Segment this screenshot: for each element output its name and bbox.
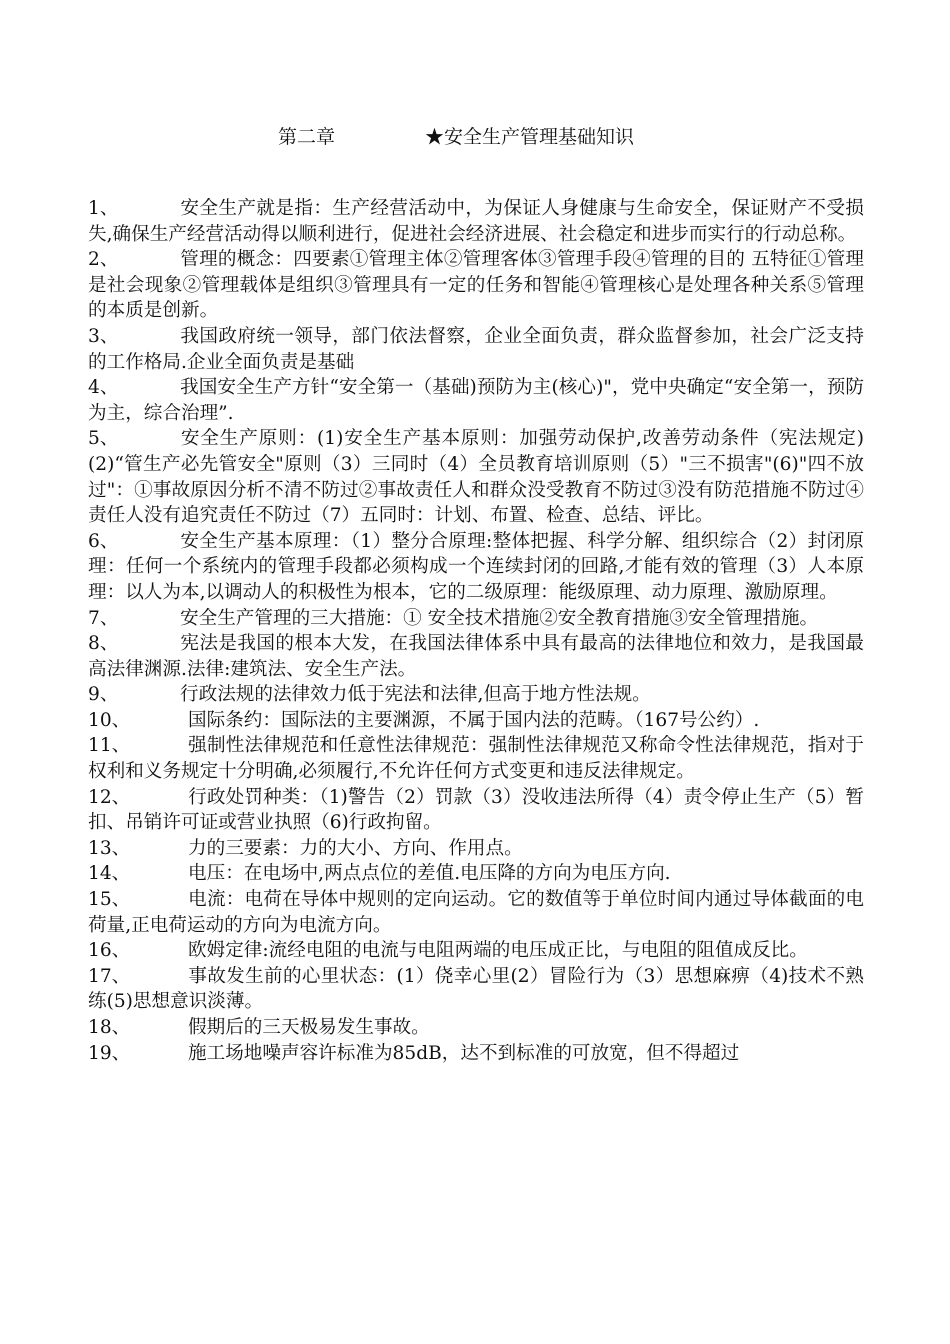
item-text: 管理的概念：四要素①管理主体②管理客体③管理手段④管理的目的 五特征①管理是社会现象②管理载体是组织③管理具有一定的任务和智能④管理核心是处理各种关系⑤管理的本质是创新。 (88, 249, 864, 322)
item-text: 我国政府统一领导，部门依法督察，企业全面负责，群众监督参加，社会广泛支持的工作格局.企业全面负责是基础 (88, 325, 864, 373)
item-text: 宪法是我国的根本大发，在我国法律体系中具有最高的法律地位和效力，是我国最高法律渊源.法律:建筑法、安全生产法。 (88, 633, 864, 680)
list-item (88, 247, 864, 324)
item-number: 6、 (88, 530, 119, 552)
item-text: 安全生产基本原理：（1）整分合原理:整体把握、科学分解、组织综合（2）封闭原理：任何一个系统内的管理手段都必须构成一个连续封闭的回路,才能有效的管理（3）人本原理：以人为本,以调动人的积极性为根本，它的二级原理：能级原理、动力原理、激励原理。 (88, 530, 864, 603)
list-item (88, 606, 864, 632)
item-number: 14、 (88, 863, 131, 885)
item-text: 假期后的三天极易发生事故。 (188, 1017, 430, 1038)
list-item (88, 1041, 864, 1067)
item-number: 7、 (88, 607, 119, 629)
item-text: 我国安全生产方针“安全第一（基础)预防为主(核心)"，党中央确定“安全第一，预防为主，综合治理”. (88, 377, 864, 424)
list-item (88, 682, 864, 708)
list-item (88, 938, 864, 964)
item-text: 安全生产原则：(1)安全生产基本原则：加强劳动保护,改善劳动条件（宪法规定)(2)“管生产必先管安全"原则（3）三同时（4）全员教育培训原则（5）"三不损害"(6)"四不放过"：①事故原因分析不清不防过②事故责任人和群众没受教育不防过③没有防范措施不防过④责任人没有追究责任不防过（7）五同时：计划、布置、检查、总结、评比。 (88, 428, 864, 527)
list-item (88, 426, 864, 528)
list-item (88, 785, 864, 836)
item-text: 力的三要素：力的大小、方向、作用点。 (188, 837, 523, 859)
item-text: 施工场地噪声容许标准为85dB，达不到标准的可放宽，但不得超过 (188, 1042, 740, 1064)
list-item (88, 324, 864, 375)
item-number: 5、 (88, 428, 119, 450)
chapter-heading (0, 122, 950, 152)
item-text: 强制性法律规范和任意性法律规范：强制性法律规范又称命令性法律规范，指对于权利和义务规定十分明确,必须履行,不允许任何方式变更和违反法律规定。 (88, 735, 864, 783)
item-number: 18、 (88, 1017, 131, 1038)
item-number: 12、 (88, 786, 131, 808)
item-number: 2、 (88, 249, 119, 271)
item-text: 事故发生前的心里状态：(1）侥幸心里(2）冒险行为（3）思想麻痹（4)技术不熟练(5)思想意识淡薄。 (88, 965, 864, 1013)
list-item (88, 529, 864, 606)
item-number: 11、 (88, 735, 131, 757)
item-number: 10、 (88, 709, 131, 731)
item-number: 17、 (88, 965, 131, 987)
list-item (88, 1015, 864, 1041)
item-number: 9、 (88, 684, 119, 706)
list-item (88, 887, 864, 938)
item-number: 19、 (88, 1042, 131, 1064)
item-number: 4、 (88, 377, 119, 399)
item-number: 1、 (88, 198, 119, 219)
list-item (88, 733, 864, 784)
list-item (88, 964, 864, 1015)
item-text: 安全生产就是指：生产经营活动中，为保证人身健康与生命安全，保证财产不受损失,确保生产经营活动得以顺利进行，促进社会经济进展、社会稳定和进步而实行的行动总称。 (88, 198, 864, 245)
item-number: 8、 (88, 633, 119, 655)
item-text: 电流：电荷在导体中规则的定向运动。它的数值等于单位时间内通过导体截面的电荷量,正电荷运动的方向为电流方向。 (88, 889, 864, 936)
item-text: 安全生产管理的三大措施：① 安全技术措施②安全教育措施③安全管理措施。 (180, 607, 819, 629)
item-text: 欧姆定律:流经电阻的电流与电阻两端的电压成正比，与电阻的阻值成反比。 (188, 940, 808, 962)
item-text: 行政处罚种类：（1)警告（2）罚款（3）没收违法所得（4）责令停止生产（5）暂扣、吊销许可证或营业执照（6)行政拘留。 (88, 786, 864, 834)
item-number: 13、 (88, 837, 131, 859)
chapter-label: 第二章 (278, 126, 336, 148)
item-number: 16、 (88, 940, 131, 962)
chapter-title: ★安全生产管理基础知识 (425, 126, 635, 148)
numbered-list (88, 196, 864, 1066)
list-item (88, 631, 864, 682)
list-item (88, 861, 864, 887)
list-item (88, 196, 864, 247)
list-item (88, 375, 864, 426)
item-text: 国际条约：国际法的主要渊源，不属于国内法的范畴。（167号公约）. (188, 709, 760, 731)
item-number: 3、 (88, 325, 119, 347)
item-text: 电压：在电场中,两点点位的差值.电压降的方向为电压方向. (188, 863, 671, 885)
item-text: 行政法规的法律效力低于宪法和法律,但高于地方性法规。 (180, 684, 651, 706)
item-number: 15、 (88, 889, 131, 911)
list-item (88, 708, 864, 734)
list-item (88, 836, 864, 862)
